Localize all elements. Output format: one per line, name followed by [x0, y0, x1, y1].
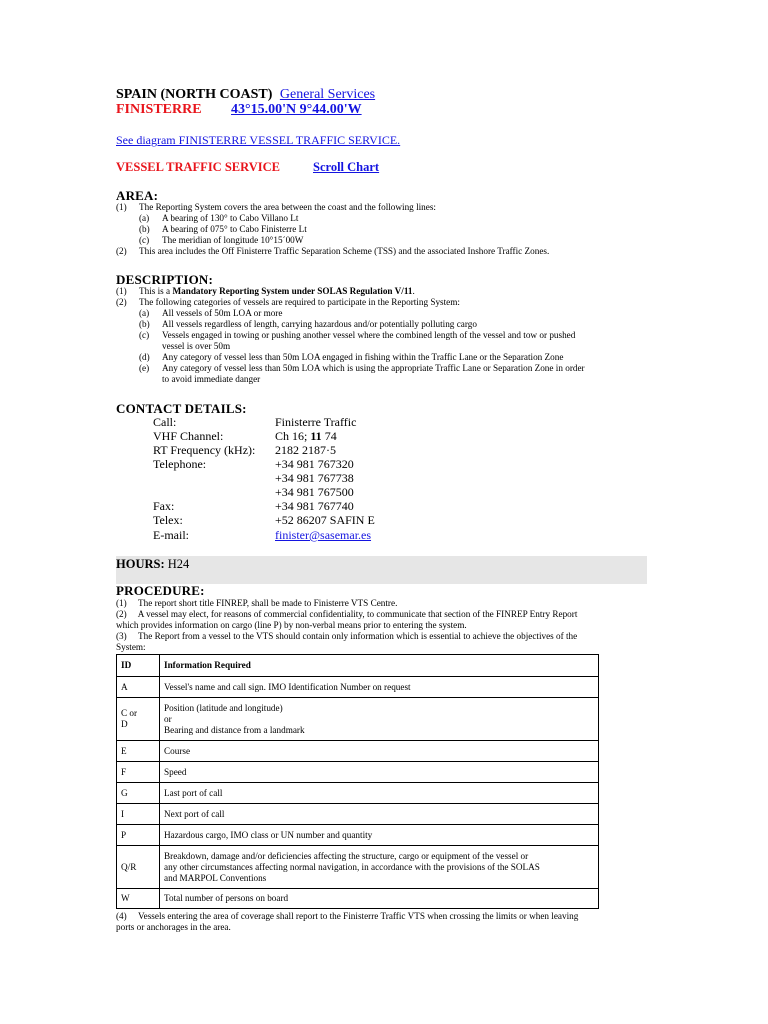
station-title — [116, 102, 202, 118]
procedure-p4 — [116, 911, 656, 933]
scroll-chart-link[interactable]: Scroll Chart — [313, 160, 380, 174]
table-row: A Vessel's name and call sign. IMO Identification Number on request — [117, 677, 599, 698]
table-row: G Last port of call — [117, 783, 599, 804]
table-row: F Speed — [117, 762, 599, 783]
document-page: SPAIN (NORTH COAST) General Services FINISTERRE 43°15.00'N 9°44.00'W See diagram FINISTERRE VESSEL TRAFFIC SERVICE. VESSEL TRAFFIC SERVICE Scroll Chart AREA: (1) The Reporting System covers the area between the coast and the following lines: (a) A bearing of 130° to Cabo Villano Lt (b) A bearing of 075° to Cabo Finisterre Lt (c) The meridian of longitude 10°15´00W (2) This area includes the Off Finisterre Traffic Separation Scheme (TSS) and the associated Inshore Traffic Zones. DESCRIPTION: (1) This is a Mandatory Reporting System under SOLAS Regulation V/11. (2) The following categories of vessels are required to participate in the Reporting System: (a) All vessels of 50m LOA or more (b) All vessels regardless of length, carrying hazardous and/or potentially polluting cargo (c) Vessels engaged in towing or pushing another vessel where the combined length of the vessel and tow or pushed vessel is over 50m (d) Any category of vessel less than 50m LOA engaged in fishing within the Traffic Lane or the Separation Zone (e) Any category of vessel less than 50m LOA which is using the appropriate Traffic Lane or Separation Zone in order to avoid immediate danger CONTACT DETAILS: Call: Finisterre Traffic VHF Channel: Ch 16; 11 74 RT Frequency (kHz): 2182 2187·5 Telephone: +34 981 767320 +34 981 767738 +34 981 767500 Fax: +34 981 767740 Telex: +52 86207 SAFIN E E-mail: finister@sasemar.es HOURS: H24 PROCEDURE: (1) The report short title FINREP, shall be made to Finisterre VTS Centre. (2) A vessel may elect, for reasons of commercial confidentiality, to communicate that section of the FINREP Entry Report which provides information on cargo (line P) by non-verbal means prior to entering the system. (3) The Report from a vessel to the VTS should contain only information which is essential to achieve the objectives of the System: ID Information Required A Vessel's name and call sign. IMO Identification Number on request C or D Position (latitude and longitude) or Bearing and distance from a landmark E Course F Speed G Last port of call I Next port of call P Hazardous cargo, IMO class or UN number and quantity Q/R Breakdown, damage and/or deficiencies affecting the structure, cargo or equipment of the vessel or any other circumstances affecting normal navigation, in accordance with the provisions of the SOLAS and MARPOL Conventions W Total number of persons on board (4) Vessels entering the area of coverage shall report to the Finisterre Traffic VTS when crossing the limits or when leaving ports or anchorages in the area. — [0, 0, 768, 1024]
diagram-link[interactable]: See diagram FINISTERRE VESSEL TRAFFIC SERVICE. — [116, 133, 401, 147]
procedure-text — [116, 598, 656, 653]
hours-value: H24 — [167, 557, 190, 571]
hours-bar — [116, 556, 647, 584]
procedure-p2-line1: (2) A vessel may elect, for reasons of commercial confidentiality, to communicate that section of the FINREP Entry Report — [116, 609, 578, 619]
table-row: E Course — [117, 741, 599, 762]
area-heading: AREA: — [116, 188, 159, 203]
contact-heading: CONTACT DETAILS: — [116, 401, 247, 416]
general-services-link[interactable]: General Services — [279, 87, 376, 102]
table-row: Q/R Breakdown, damage and/or deficiencies affecting the structure, cargo or equipment of the vessel or any other circumstances affecting normal navigation, in accordance with the provisions of the SOLAS and MARPOL Conventions — [117, 846, 599, 889]
email-label: E-mail: — [153, 528, 189, 542]
solas-regulation: Mandatory Reporting System under SOLAS Regulation V/11 — [172, 286, 413, 296]
procedure-p4-line1: (4) Vessels entering the area of coverage shall report to the Finisterre Traffic VTS when crossing the limits or when leaving — [116, 911, 579, 921]
vhf-label: VHF Channel: — [153, 429, 224, 443]
table-row: I Next port of call — [117, 804, 599, 825]
telex-value: +52 86207 SAFIN E — [275, 513, 375, 527]
information-table — [116, 654, 599, 909]
header-id: ID — [117, 655, 160, 677]
hours-label: HOURS: — [116, 557, 165, 571]
fax-label: Fax: — [153, 499, 175, 513]
telephone-label: Telephone: — [153, 457, 207, 471]
service-title: VESSEL TRAFFIC SERVICE — [116, 160, 280, 174]
email-link[interactable]: finister@sasemar.es — [275, 528, 372, 542]
table-header-row — [117, 655, 599, 677]
procedure-p4-line2: ports or anchorages in the area. — [116, 922, 231, 932]
table-row: W Total number of persons on board — [117, 889, 599, 909]
fax-value: +34 981 767740 — [275, 499, 354, 513]
call-value: Finisterre Traffic — [275, 415, 357, 429]
station-name: FINISTERRE — [116, 102, 202, 117]
telephone-value-3: +34 981 767500 — [275, 485, 354, 499]
hours-line — [116, 557, 189, 572]
procedure-p3-line1: (3) The Report from a vessel to the VTS should contain only information which is essential to achieve the objectives of the — [116, 631, 578, 641]
region-title — [116, 87, 375, 103]
call-label: Call: — [153, 415, 177, 429]
procedure-p1: (1) The report short title FINREP, shall be made to Finisterre VTS Centre. — [116, 598, 398, 608]
procedure-p2-line2: which provides information on cargo (line P) by non-verbal means prior to entering the system. — [116, 620, 467, 630]
rt-frequency-value: 2182 2187·5 — [275, 443, 336, 457]
telephone-value-1: +34 981 767320 — [275, 457, 354, 471]
table-row: C or D Position (latitude and longitude) or Bearing and distance from a landmark — [117, 698, 599, 741]
telex-label: Telex: — [153, 513, 183, 527]
header-information: Information Required — [160, 655, 599, 677]
description-heading: DESCRIPTION: — [116, 272, 214, 287]
vhf-value: Ch 16; 11 74 — [275, 429, 337, 443]
region-name: SPAIN (NORTH COAST) — [116, 87, 273, 102]
position-link[interactable]: 43°15.00'N 9°44.00'W — [231, 102, 362, 117]
rt-frequency-label: RT Frequency (kHz): — [153, 443, 256, 457]
procedure-heading: PROCEDURE: — [116, 583, 205, 598]
telephone-value-2: +34 981 767738 — [275, 471, 354, 485]
table-row: P Hazardous cargo, IMO class or UN number and quantity — [117, 825, 599, 846]
procedure-p3-line2: System: — [116, 642, 146, 652]
